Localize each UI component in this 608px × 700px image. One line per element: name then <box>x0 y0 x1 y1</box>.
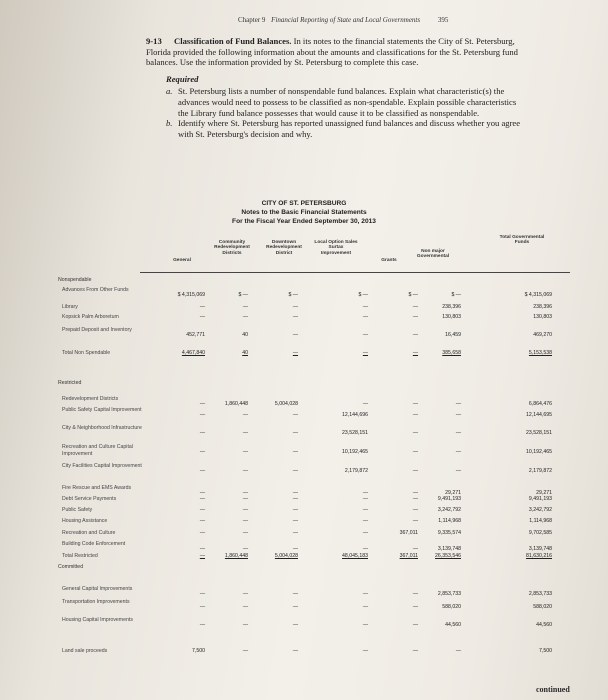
table-cell: 9,491,193 <box>528 496 552 502</box>
table-cell: — <box>292 507 298 513</box>
requirement-a-letter: a. <box>166 86 173 97</box>
table-cell: 9,702,585 <box>528 530 552 536</box>
table-cell: — <box>199 304 205 310</box>
table-cell: 588,020 <box>442 604 461 610</box>
row-label: City & Neighborhood Infrastructure <box>62 425 142 431</box>
table-cell: — <box>242 546 248 552</box>
table-cell: 3,139,748 <box>437 546 461 552</box>
table-cell: — <box>362 648 368 654</box>
table-cell: 3,242,792 <box>528 507 552 513</box>
requirement-a-text: St. Petersburg lists a number of nonspendable fund balances. Explain what characteristic(s) the advances would need to possess to be classified as non-spendable. Explain possible characteristics the Library fund balance possesses that would cause it to be classified as nonspendable. <box>178 86 517 118</box>
table-cell: — <box>412 546 418 552</box>
table-cell: — <box>455 430 461 436</box>
col-header-local-option: Local Option Sales Surtax Improvement <box>314 240 358 256</box>
col-header-nonmajor: Non major Governmental <box>416 249 450 260</box>
table-cell: 238,396 <box>533 304 552 310</box>
table-cell: 588,020 <box>533 604 552 610</box>
requirement-b <box>166 118 524 139</box>
requirement-b-text: Identify where St. Petersburg has reported unassigned fund balances and discuss whether you agree with St. Petersburg's decision and why. <box>178 118 521 139</box>
chapter-title: Financial Reporting of State and Local Governments <box>271 16 421 24</box>
col-header-downtown: Downtown Redevelopment District <box>266 240 302 256</box>
row-label: Housing Capital Improvements <box>62 617 133 623</box>
table-cell: — <box>362 591 368 597</box>
table-cell: 26,353,546 <box>435 553 461 559</box>
col-header-total: Total Governmental Funds <box>499 235 545 246</box>
table-cell: 12,144,695 <box>526 412 552 418</box>
table-cell: — <box>242 496 248 502</box>
col-header-general: General <box>173 258 191 263</box>
table-cell: 5,004,028 <box>274 553 298 559</box>
table-cell: 9,335,574 <box>437 530 461 536</box>
row-label: Redevelopment Districts <box>62 396 119 402</box>
table-cell: — <box>242 622 248 628</box>
table-cell: 1,860,448 <box>224 401 248 407</box>
table-cell: — <box>455 648 461 654</box>
table-cell: — <box>362 546 368 552</box>
table-cell: — <box>199 591 205 597</box>
table-cell: — <box>242 518 248 524</box>
required-label: Required <box>166 73 199 84</box>
table-cell: — <box>199 518 205 524</box>
row-label: Total Restricted <box>62 553 98 559</box>
table-cell: — <box>412 332 418 338</box>
table-cell: — <box>199 530 205 536</box>
table-cell: — <box>292 412 298 418</box>
table-cell: 3,242,792 <box>437 507 461 513</box>
table-cell: — <box>455 449 461 455</box>
row-label: Prepaid Deposit and Inventory <box>62 327 132 333</box>
row-label: Advances From Other Funds <box>62 287 129 293</box>
table-cell: — <box>292 332 298 338</box>
table-cell: 7,500 <box>192 648 205 654</box>
table-cell: 7,500 <box>539 648 552 654</box>
table-cell: $ — <box>288 292 298 298</box>
problem-intro-text: In its notes to the financial statements the City of St. Petersburg, Florida provided the following information about the amounts and classifications for the St. Petersburg fund balances. Use the information provided by St. Petersburg to complete this case. <box>146 36 518 68</box>
row-label: General Capital Improvements <box>62 586 133 592</box>
table-cell: — <box>362 496 368 502</box>
table-cell: 10,192,465 <box>342 449 368 455</box>
table-cell: 1,114,968 <box>529 518 552 524</box>
row-label: Recreation and Culture Capital Improvement <box>62 444 133 457</box>
table-cell: — <box>292 449 298 455</box>
table-cell: — <box>199 412 205 418</box>
table-cell: 2,853,733 <box>528 591 552 597</box>
table-cell: — <box>412 412 418 418</box>
table-cell: — <box>292 496 298 502</box>
table-cell: 10,192,465 <box>526 449 552 455</box>
table-cell: — <box>292 490 298 496</box>
table-cell: — <box>292 430 298 436</box>
problem-intro <box>146 36 524 68</box>
table-cell: 130,803 <box>533 314 552 320</box>
table-cell: — <box>242 648 248 654</box>
table-cell: — <box>242 430 248 436</box>
table-cell: 4,467,840 <box>181 350 205 356</box>
header-rule <box>140 272 570 273</box>
row-label: Fire Rescue and EMS Awards <box>62 485 132 491</box>
problem-title: Classification of Fund Balances. <box>174 36 292 46</box>
table-cell: — <box>199 622 205 628</box>
table-cell: — <box>242 604 248 610</box>
table-cell: — <box>412 449 418 455</box>
row-label: Total Non Spendable <box>62 350 111 356</box>
row-label: Public Safety Capital Improvement <box>62 407 142 413</box>
table-cell: — <box>242 449 248 455</box>
table-cell: $ 4,315,069 <box>177 292 205 298</box>
table-cell: — <box>412 622 418 628</box>
section-heading: Committed <box>58 564 84 570</box>
table-cell: — <box>362 518 368 524</box>
table-cell: 5,153,538 <box>528 350 552 356</box>
table-cell: — <box>292 591 298 597</box>
table-cell: — <box>412 507 418 513</box>
table-cell: 40 <box>242 350 248 356</box>
chapter-label: Chapter 9 <box>238 16 266 24</box>
table-cell: — <box>242 591 248 597</box>
table-cell: 5,004,028 <box>274 401 298 407</box>
table-cell: 2,179,872 <box>344 468 368 474</box>
row-label: Public Safety <box>62 507 93 513</box>
table-cell: 367,011 <box>399 530 418 536</box>
table-cell: — <box>199 604 205 610</box>
section-heading: Nonspendable <box>58 277 92 283</box>
table-cell: $ 4,315,069 <box>524 292 552 298</box>
table-cell: — <box>292 546 298 552</box>
statement-entity: CITY OF ST. PETERSBURG <box>261 200 347 207</box>
table-cell: 44,560 <box>445 622 461 628</box>
table-cell: — <box>412 350 418 356</box>
table-cell: — <box>412 401 418 407</box>
table-cell: — <box>292 622 298 628</box>
table-cell: — <box>199 490 205 496</box>
row-label: Debt Service Payments <box>62 496 117 502</box>
row-label: Recreation and Culture <box>62 530 116 536</box>
table-cell: — <box>242 314 248 320</box>
table-cell: $ — <box>358 292 368 298</box>
section-heading: Restricted <box>58 380 82 386</box>
table-cell: — <box>292 350 298 356</box>
table-cell: 452,771 <box>186 332 205 338</box>
requirement-a <box>166 86 524 118</box>
table-cell: — <box>362 490 368 496</box>
table-cell: 1,860,448 <box>224 553 248 559</box>
table-cell: — <box>242 468 248 474</box>
table-cell: — <box>362 507 368 513</box>
table-cell: — <box>412 468 418 474</box>
table-cell: — <box>362 401 368 407</box>
table-cell: — <box>199 546 205 552</box>
table-cell: — <box>412 518 418 524</box>
table-cell: 367,011 <box>399 553 418 559</box>
table-cell: — <box>292 304 298 310</box>
table-cell: — <box>292 530 298 536</box>
table-cell: — <box>362 604 368 610</box>
table-cell: 48,045,183 <box>342 553 368 559</box>
table-cell: — <box>455 468 461 474</box>
page-number: 395 <box>437 16 449 24</box>
table-cell: 2,853,733 <box>437 591 461 597</box>
table-cell: 81,630,216 <box>526 553 552 559</box>
table-cell: — <box>292 518 298 524</box>
problem-9-13 <box>146 36 524 139</box>
table-cell: — <box>199 496 205 502</box>
problem-number: 9-13 <box>146 36 162 46</box>
row-label: Library <box>62 304 78 310</box>
table-cell: — <box>199 507 205 513</box>
statement-title: Notes to the Basic Financial Statements <box>241 209 367 216</box>
table-cell: — <box>242 507 248 513</box>
table-cell: — <box>412 490 418 496</box>
running-header <box>238 16 448 24</box>
col-header-grants: Grants <box>381 258 397 263</box>
table-cell: — <box>292 468 298 474</box>
row-label: City Facilities Capital Improvement <box>62 463 142 469</box>
table-cell: — <box>292 648 298 654</box>
table-cell: 2,179,872 <box>528 468 552 474</box>
requirement-b-letter: b. <box>166 118 173 129</box>
row-label: Kopsick Palm Arboretum <box>62 314 119 320</box>
table-cell: — <box>199 401 205 407</box>
table-cell: 385,658 <box>442 350 461 356</box>
table-cell: 40 <box>242 332 248 338</box>
row-label: Transportation Improvements <box>62 599 130 605</box>
statement-period: For the Fiscal Year Ended September 30, 2013 <box>232 218 376 225</box>
row-label: Building Code Enforcement <box>62 541 126 547</box>
table-cell: — <box>455 412 461 418</box>
row-label: Land sale proceeds <box>62 648 108 654</box>
table-cell: — <box>412 314 418 320</box>
table-cell: — <box>412 430 418 436</box>
table-cell: — <box>199 468 205 474</box>
table-cell: — <box>455 401 461 407</box>
table-cell: — <box>362 622 368 628</box>
table-cell: 23,528,151 <box>342 430 368 436</box>
table-cell: — <box>412 496 418 502</box>
table-cell: — <box>362 530 368 536</box>
table-cell: $ — <box>451 292 461 298</box>
row-label: Housing Assistance <box>62 518 108 524</box>
table-cell: — <box>199 449 205 455</box>
table-cell: — <box>362 332 368 338</box>
table-cell: 29,271 <box>536 490 552 496</box>
col-header-community: Community Redevelopment Districts <box>214 240 250 256</box>
table-cell: 16,459 <box>445 332 461 338</box>
table-cell: 130,803 <box>442 314 461 320</box>
table-cell: — <box>292 314 298 320</box>
table-cell: 44,560 <box>536 622 552 628</box>
table-cell: $ — <box>408 292 418 298</box>
table-cell: — <box>412 304 418 310</box>
table-cell: 1,114,968 <box>438 518 461 524</box>
table-cell: 23,528,151 <box>526 430 552 436</box>
table-cell: 12,144,696 <box>342 412 368 418</box>
table-cell: — <box>242 412 248 418</box>
table-cell: — <box>412 648 418 654</box>
table-cell: — <box>362 314 368 320</box>
table-cell: — <box>242 304 248 310</box>
table-cell: 238,396 <box>442 304 461 310</box>
table-cell: — <box>242 530 248 536</box>
table-cell: — <box>199 430 205 436</box>
continued-label: continued <box>536 685 570 694</box>
table-cell: — <box>412 604 418 610</box>
table-cell: — <box>362 304 368 310</box>
table-cell: — <box>242 490 248 496</box>
table-cell: 3,139,748 <box>528 546 552 552</box>
table-cell: 9,491,193 <box>437 496 461 502</box>
table-cell: 469,270 <box>533 332 552 338</box>
table-cell: 6,864,476 <box>528 401 552 407</box>
table-cell: — <box>199 314 205 320</box>
table-cell: — <box>199 553 205 559</box>
table-cell: — <box>292 604 298 610</box>
table-cell: $ — <box>238 292 248 298</box>
table-cell: — <box>362 350 368 356</box>
table-cell: — <box>412 591 418 597</box>
table-cell: 29,271 <box>445 490 461 496</box>
